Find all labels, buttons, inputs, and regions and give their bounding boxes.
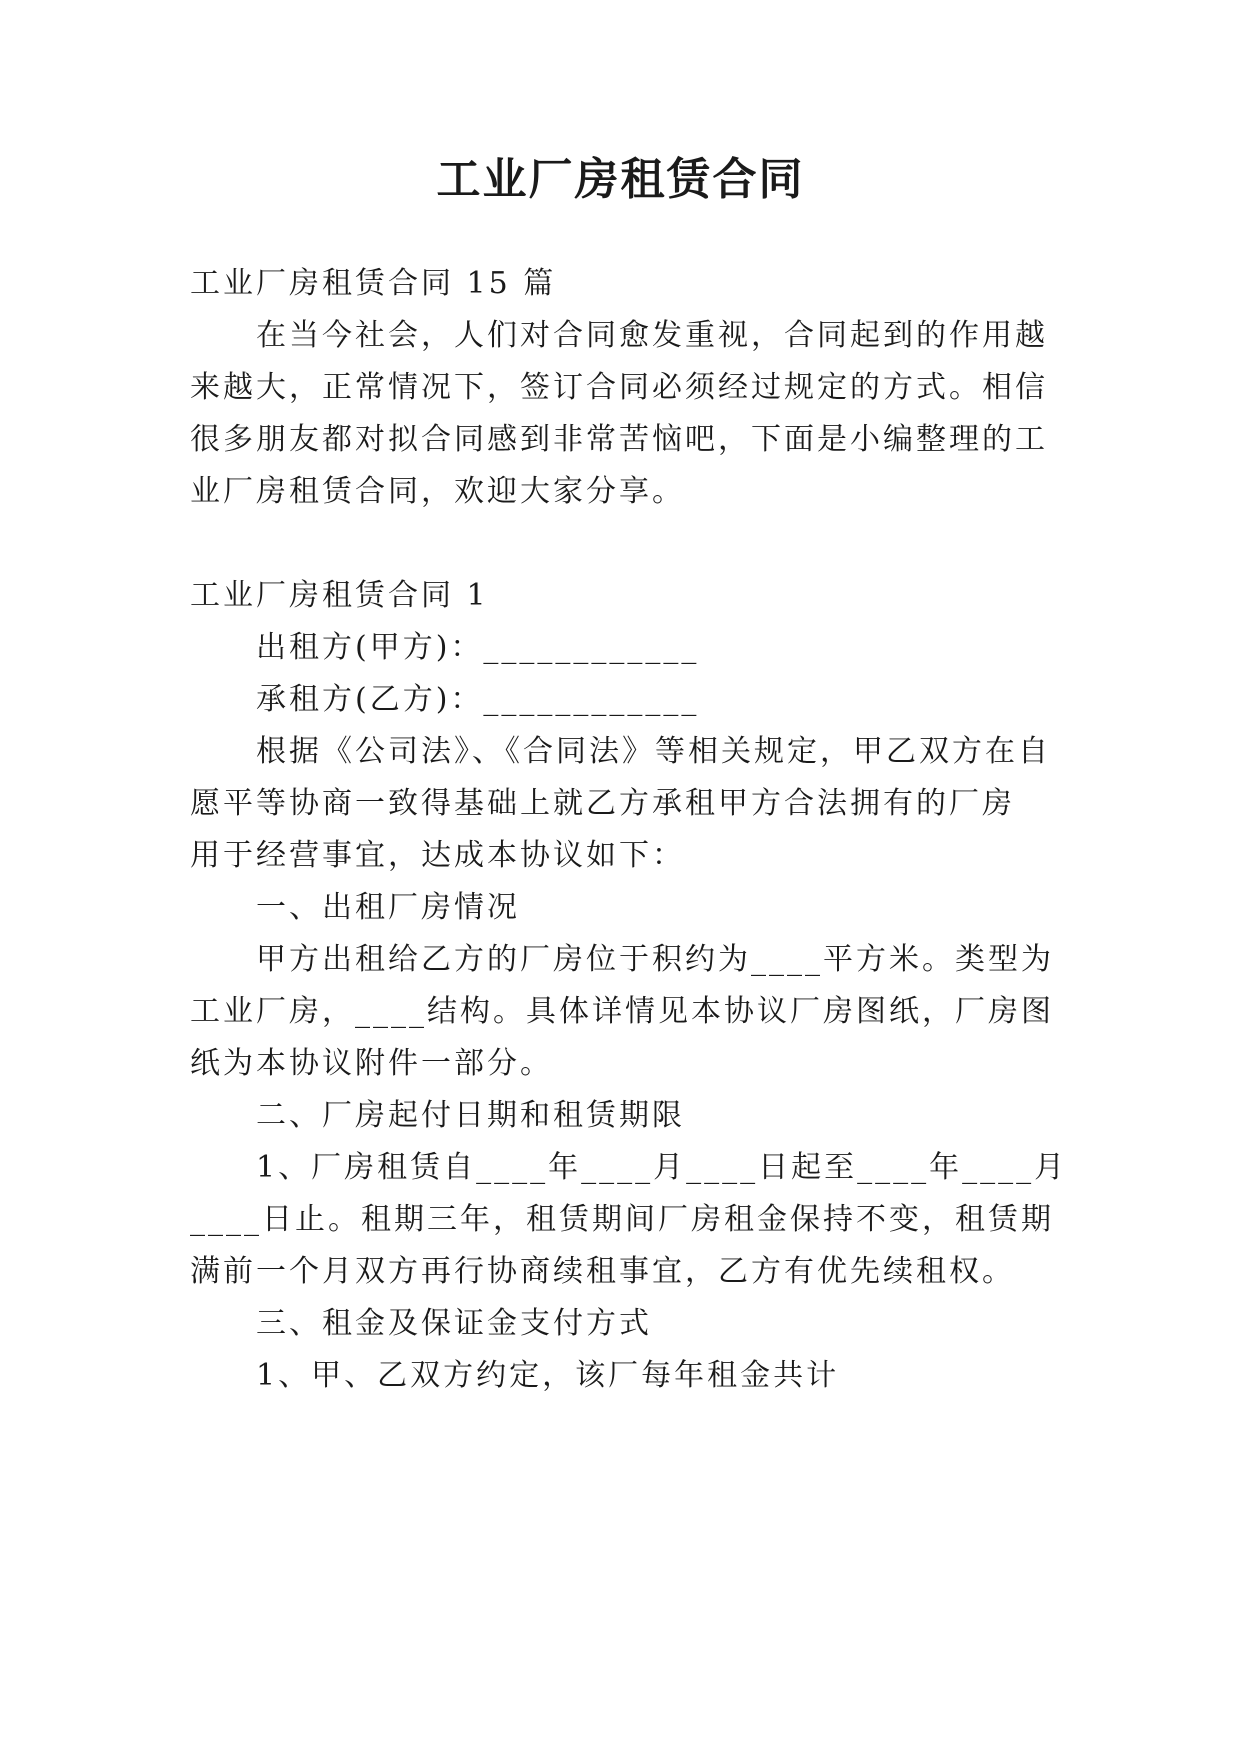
paragraph-line: 业厂房租赁合同，欢迎大家分享。 bbox=[190, 474, 685, 509]
paragraph-line: 甲方出租给乙方的厂房位于积约为____平方米。类型为 bbox=[256, 942, 1054, 977]
paragraph-line: 很多朋友都对拟合同感到非常苦恼吧，下面是小编整理的工 bbox=[190, 422, 1048, 457]
subtitle-line: 工业厂房租赁合同 15 篇 bbox=[190, 266, 557, 301]
document-title: 工业厂房租赁合同 bbox=[436, 154, 805, 205]
clause-heading: 一、出租厂房情况 bbox=[256, 890, 520, 925]
paragraph-line: 纸为本协议附件一部分。 bbox=[190, 1046, 553, 1081]
paragraph-line: 满前一个月双方再行协商续租事宜，乙方有优先续租权。 bbox=[190, 1254, 1015, 1289]
paragraph-line: 1、厂房租赁自____年____月____日起至____年____月 bbox=[256, 1150, 1068, 1185]
paragraph-line: ____日止。租期三年，租赁期间厂房租金保持不变，租赁期 bbox=[190, 1202, 1054, 1237]
paragraph-line: 用于经营事宜，达成本协议如下： bbox=[190, 838, 685, 873]
paragraph-line: 愿平等协商一致得基础上就乙方承租甲方合法拥有的厂房 bbox=[190, 786, 1015, 821]
party-a-line: 出租方(甲方)：____________ bbox=[256, 630, 700, 665]
paragraph-line: 1、甲、乙双方约定，该厂每年租金共计 bbox=[256, 1358, 840, 1393]
paragraph-line: 工业厂房，____结构。具体详情见本协议厂房图纸，厂房图 bbox=[190, 994, 1054, 1029]
party-b-line: 承租方(乙方)：____________ bbox=[256, 682, 700, 717]
clause-heading: 三、租金及保证金支付方式 bbox=[256, 1306, 652, 1341]
paragraph-line: 根据《公司法》、《合同法》等相关规定，甲乙双方在自 bbox=[256, 734, 1051, 769]
section-heading: 工业厂房租赁合同 1 bbox=[190, 578, 489, 613]
clause-heading: 二、厂房起付日期和租赁期限 bbox=[256, 1098, 685, 1133]
paragraph-line: 在当今社会，人们对合同愈发重视，合同起到的作用越 bbox=[256, 318, 1048, 353]
paragraph-line: 来越大，正常情况下，签订合同必须经过规定的方式。相信 bbox=[190, 370, 1048, 405]
